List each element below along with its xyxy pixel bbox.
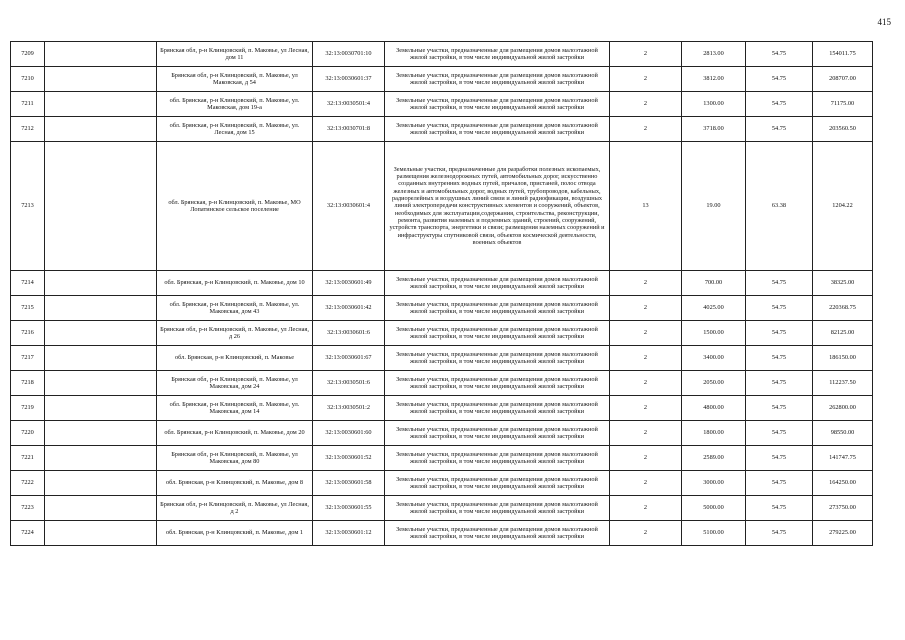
- cell-area: 1800.00: [682, 421, 746, 446]
- cell-land-use: Земельные участки, предназначенные для размещения домов малоэтажной жилой застройки, в том числе индивидуальной жилой застройки: [385, 371, 610, 396]
- cell-area: 3000.00: [682, 471, 746, 496]
- cell-address: Брянская обл, р-н Клинцовский, п. Маковье, ул Лесная, дом 11: [157, 42, 313, 67]
- cell-area: 2589.00: [682, 446, 746, 471]
- cell-specific-value: 54.75: [746, 296, 813, 321]
- cell-land-use: Земельные участки, предназначенные для размещения домов малоэтажной жилой застройки, в том числе индивидуальной жилой застройки: [385, 421, 610, 446]
- table-row: [11, 496, 873, 521]
- cell-group-code: 2: [610, 42, 682, 67]
- cell-empty: [45, 421, 157, 446]
- cell-cadastral-value: 208707.00: [813, 67, 873, 92]
- table-row: [11, 421, 873, 446]
- cell-address: Брянская обл, р-н Клинцовский, п. Маковье, ул Лесная, д 2: [157, 496, 313, 521]
- cell-cadastral-number: 32:13:0030601:52: [313, 446, 385, 471]
- table-row: [11, 296, 873, 321]
- cell-cadastral-number: 32:13:0030601:58: [313, 471, 385, 496]
- cell-area: 1300.00: [682, 92, 746, 117]
- cell-land-use: Земельные участки, предназначенные для размещения домов малоэтажной жилой застройки, в том числе индивидуальной жилой застройки: [385, 67, 610, 92]
- cell-specific-value: 54.75: [746, 421, 813, 446]
- table-row: [11, 117, 873, 142]
- cell-empty: [45, 42, 157, 67]
- cell-specific-value: 54.75: [746, 471, 813, 496]
- cell-area: 3812.00: [682, 67, 746, 92]
- cell-cadastral-value: 164250.00: [813, 471, 873, 496]
- table-row: [11, 521, 873, 546]
- cell-land-use: Земельные участки, предназначенные для размещения домов малоэтажной жилой застройки, в том числе индивидуальной жилой застройки: [385, 446, 610, 471]
- cell-row-number: 7216: [11, 321, 45, 346]
- cell-land-use: Земельные участки, предназначенные для размещения домов малоэтажной жилой застройки, в том числе индивидуальной жилой застройки: [385, 117, 610, 142]
- cell-group-code: 2: [610, 371, 682, 396]
- table-row: [11, 471, 873, 496]
- cell-row-number: 7210: [11, 67, 45, 92]
- cell-cadastral-value: 141747.75: [813, 446, 873, 471]
- cell-address: Брянская обл, р-н Клинцовский, п. Маковье, ул Маковская, дом 80: [157, 446, 313, 471]
- cell-cadastral-number: 32:13:0030601:12: [313, 521, 385, 546]
- cell-address: обл. Брянская, р-н Клинцовский, п. Маковье, ул. Маковская, дом 43: [157, 296, 313, 321]
- cell-specific-value: 63.38: [746, 142, 813, 271]
- cell-cadastral-value: 112237.50: [813, 371, 873, 396]
- cell-row-number: 7218: [11, 371, 45, 396]
- cell-group-code: 2: [610, 67, 682, 92]
- cell-cadastral-value: 1204.22: [813, 142, 873, 271]
- cell-address: обл. Брянская, р-н Клинцовский, п. Маковье, ул. Маковская, дом 14: [157, 396, 313, 421]
- cell-area: 2813.00: [682, 42, 746, 67]
- cell-group-code: 2: [610, 296, 682, 321]
- cell-cadastral-value: 186150.00: [813, 346, 873, 371]
- cell-specific-value: 54.75: [746, 271, 813, 296]
- cell-group-code: 2: [610, 521, 682, 546]
- cell-land-use: Земельные участки, предназначенные для размещения домов малоэтажной жилой застройки, в том числе индивидуальной жилой застройки: [385, 346, 610, 371]
- cell-row-number: 7209: [11, 42, 45, 67]
- cell-address: обл. Брянская, р-н Клинцовский, п. Маковье, дом 8: [157, 471, 313, 496]
- cell-group-code: 2: [610, 396, 682, 421]
- cell-specific-value: 54.75: [746, 67, 813, 92]
- cell-area: 19.00: [682, 142, 746, 271]
- cell-cadastral-number: 32:13:0030601:4: [313, 142, 385, 271]
- cell-group-code: 2: [610, 271, 682, 296]
- cell-address: Брянская обл, р-н Клинцовский, п. Маковье, ул Маковская, дом 24: [157, 371, 313, 396]
- cell-cadastral-value: 71175.00: [813, 92, 873, 117]
- cell-empty: [45, 496, 157, 521]
- cell-group-code: 2: [610, 471, 682, 496]
- cell-cadastral-value: 220368.75: [813, 296, 873, 321]
- cell-group-code: 2: [610, 496, 682, 521]
- table-row: [11, 371, 873, 396]
- cell-row-number: 7211: [11, 92, 45, 117]
- cell-empty: [45, 446, 157, 471]
- cell-land-use: Земельные участки, предназначенные для размещения домов малоэтажной жилой застройки, в том числе индивидуальной жилой застройки: [385, 321, 610, 346]
- cell-empty: [45, 296, 157, 321]
- table-body: [11, 42, 873, 546]
- cell-cadastral-number: 32:13:0030601:67: [313, 346, 385, 371]
- cell-area: 3718.00: [682, 117, 746, 142]
- cell-specific-value: 54.75: [746, 371, 813, 396]
- cell-area: 3400.00: [682, 346, 746, 371]
- cell-cadastral-number: 32:13:0030601:55: [313, 496, 385, 521]
- cell-row-number: 7217: [11, 346, 45, 371]
- cell-area: 4800.00: [682, 396, 746, 421]
- cell-row-number: 7213: [11, 142, 45, 271]
- cell-specific-value: 54.75: [746, 42, 813, 67]
- cell-empty: [45, 371, 157, 396]
- cell-row-number: 7214: [11, 271, 45, 296]
- cell-empty: [45, 142, 157, 271]
- cell-land-use: Земельные участки, предназначенные для размещения домов малоэтажной жилой застройки, в том числе индивидуальной жилой застройки: [385, 296, 610, 321]
- cell-empty: [45, 396, 157, 421]
- cell-group-code: 2: [610, 421, 682, 446]
- cell-row-number: 7219: [11, 396, 45, 421]
- cell-area: 700.00: [682, 271, 746, 296]
- cell-address: обл. Брянская, р-н Клинцовский, п. Маковье, ул. Маковская, дом 19-а: [157, 92, 313, 117]
- cell-land-use: Земельные участки, предназначенные для размещения домов малоэтажной жилой застройки, в том числе индивидуальной жилой застройки: [385, 496, 610, 521]
- cell-cadastral-value: 38325.00: [813, 271, 873, 296]
- cell-land-use: Земельные участки, предназначенные для размещения домов малоэтажной жилой застройки, в том числе индивидуальной жилой застройки: [385, 271, 610, 296]
- cell-land-use: Земельные участки, предназначенные для размещения домов малоэтажной жилой застройки, в том числе индивидуальной жилой застройки: [385, 521, 610, 546]
- cell-cadastral-number: 32:13:0030501:2: [313, 396, 385, 421]
- cell-specific-value: 54.75: [746, 446, 813, 471]
- cell-cadastral-number: 32:13:0030501:4: [313, 92, 385, 117]
- cell-empty: [45, 471, 157, 496]
- cell-group-code: 2: [610, 446, 682, 471]
- cell-land-use: Земельные участки, предназначенные для размещения домов малоэтажной жилой застройки, в том числе индивидуальной жилой застройки: [385, 92, 610, 117]
- cell-cadastral-number: 32:13:0030601:49: [313, 271, 385, 296]
- cell-specific-value: 54.75: [746, 117, 813, 142]
- cell-empty: [45, 67, 157, 92]
- cell-cadastral-number: 32:13:0030701:10: [313, 42, 385, 67]
- cell-address: Брянская обл, р-н Клинцовский, п. Маковье, ул Лесная, д 26: [157, 321, 313, 346]
- cell-area: 5000.00: [682, 496, 746, 521]
- cell-specific-value: 54.75: [746, 396, 813, 421]
- cell-row-number: 7212: [11, 117, 45, 142]
- cell-group-code: 2: [610, 92, 682, 117]
- cell-cadastral-number: 32:13:0030601:37: [313, 67, 385, 92]
- cell-address: обл. Брянская, р-н Клинцовский, п. Маковье, МО Лопатинское сельское поселение: [157, 142, 313, 271]
- cell-cadastral-value: 98550.00: [813, 421, 873, 446]
- cell-cadastral-value: 154011.75: [813, 42, 873, 67]
- cell-row-number: 7220: [11, 421, 45, 446]
- page-number: 415: [877, 17, 891, 27]
- land-registry-table: [10, 41, 873, 546]
- table-row: [11, 42, 873, 67]
- cell-address: обл. Брянская, р-н Клинцовский, п. Маковье, ул. Лесная, дом 15: [157, 117, 313, 142]
- table-row: [11, 446, 873, 471]
- cell-cadastral-number: 32:13:0030601:42: [313, 296, 385, 321]
- table-row: [11, 321, 873, 346]
- cell-cadastral-value: 82125.00: [813, 321, 873, 346]
- cell-row-number: 7223: [11, 496, 45, 521]
- cell-address: Брянская обл, р-н Клинцовский, п. Маковье, ул Маковская, д 54: [157, 67, 313, 92]
- cell-address: обл. Брянская, р-н Клинцовский, п. Маковье, дом 20: [157, 421, 313, 446]
- cell-address: обл. Брянская, р-н Клинцовский, п. Маковье: [157, 346, 313, 371]
- cell-specific-value: 54.75: [746, 496, 813, 521]
- cell-specific-value: 54.75: [746, 92, 813, 117]
- table-row: [11, 67, 873, 92]
- table-row: [11, 142, 873, 271]
- cell-row-number: 7215: [11, 296, 45, 321]
- table-row: [11, 396, 873, 421]
- table-row: [11, 92, 873, 117]
- cell-empty: [45, 521, 157, 546]
- cell-empty: [45, 271, 157, 296]
- cell-land-use: Земельные участки, предназначенные для размещения домов малоэтажной жилой застройки, в том числе индивидуальной жилой застройки: [385, 471, 610, 496]
- table-row: [11, 271, 873, 296]
- cell-empty: [45, 117, 157, 142]
- cell-specific-value: 54.75: [746, 346, 813, 371]
- cell-empty: [45, 346, 157, 371]
- cell-area: 2050.00: [682, 371, 746, 396]
- cell-cadastral-number: 32:13:0030601:6: [313, 321, 385, 346]
- cell-row-number: 7222: [11, 471, 45, 496]
- cell-cadastral-number: 32:13:0030601:60: [313, 421, 385, 446]
- cell-cadastral-value: 279225.00: [813, 521, 873, 546]
- cell-area: 4025.00: [682, 296, 746, 321]
- cell-specific-value: 54.75: [746, 521, 813, 546]
- cell-cadastral-value: 273750.00: [813, 496, 873, 521]
- cell-area: 1500.00: [682, 321, 746, 346]
- cell-address: обл. Брянская, р-н Клинцовский, п. Маковье, дом 10: [157, 271, 313, 296]
- cell-address: обл. Брянская, р-н Клинцовский, п. Маковье, дом 1: [157, 521, 313, 546]
- cell-land-use: Земельные участки, предназначенные для размещения домов малоэтажной жилой застройки, в том числе индивидуальной жилой застройки: [385, 42, 610, 67]
- cell-empty: [45, 92, 157, 117]
- cell-cadastral-number: 32:13:0030701:8: [313, 117, 385, 142]
- cell-land-use: Земельные участки, предназначенные для размещения домов малоэтажной жилой застройки, в том числе индивидуальной жилой застройки: [385, 396, 610, 421]
- cell-row-number: 7224: [11, 521, 45, 546]
- cell-area: 5100.00: [682, 521, 746, 546]
- cell-specific-value: 54.75: [746, 321, 813, 346]
- cell-cadastral-value: 203560.50: [813, 117, 873, 142]
- cell-group-code: 2: [610, 346, 682, 371]
- cell-empty: [45, 321, 157, 346]
- cell-row-number: 7221: [11, 446, 45, 471]
- cell-group-code: 2: [610, 117, 682, 142]
- cell-land-use: Земельные участки, предназначенные для разработки полезных ископаемых, размещения железнодорожных путей, автомобильных дорог, искусственно созданных внутренних водных путей, причалов, пристаней, полос отвода железных и автомобильных дорог, водных путей, трубопроводов, кабельных, радиорелейных и воздушных линий связи и линий радиофикации, воздушных линий электропередачи конструктивных элементов и сооружений, объектов, необходимых для эксплуатации,содержания, строительства, реконструкции, ремонта, развития наземных и подземных зданий, строений, сооружений, устройств транспорта, энергетики и связи; размещения наземных сооружений и инфраструктуры спутниковой связи, объектов космической деятельности, военных объектов: [385, 142, 610, 271]
- cell-group-code: 13: [610, 142, 682, 271]
- cell-cadastral-value: 262800.00: [813, 396, 873, 421]
- cell-cadastral-number: 32:13:0030501:6: [313, 371, 385, 396]
- table-row: [11, 346, 873, 371]
- cell-group-code: 2: [610, 321, 682, 346]
